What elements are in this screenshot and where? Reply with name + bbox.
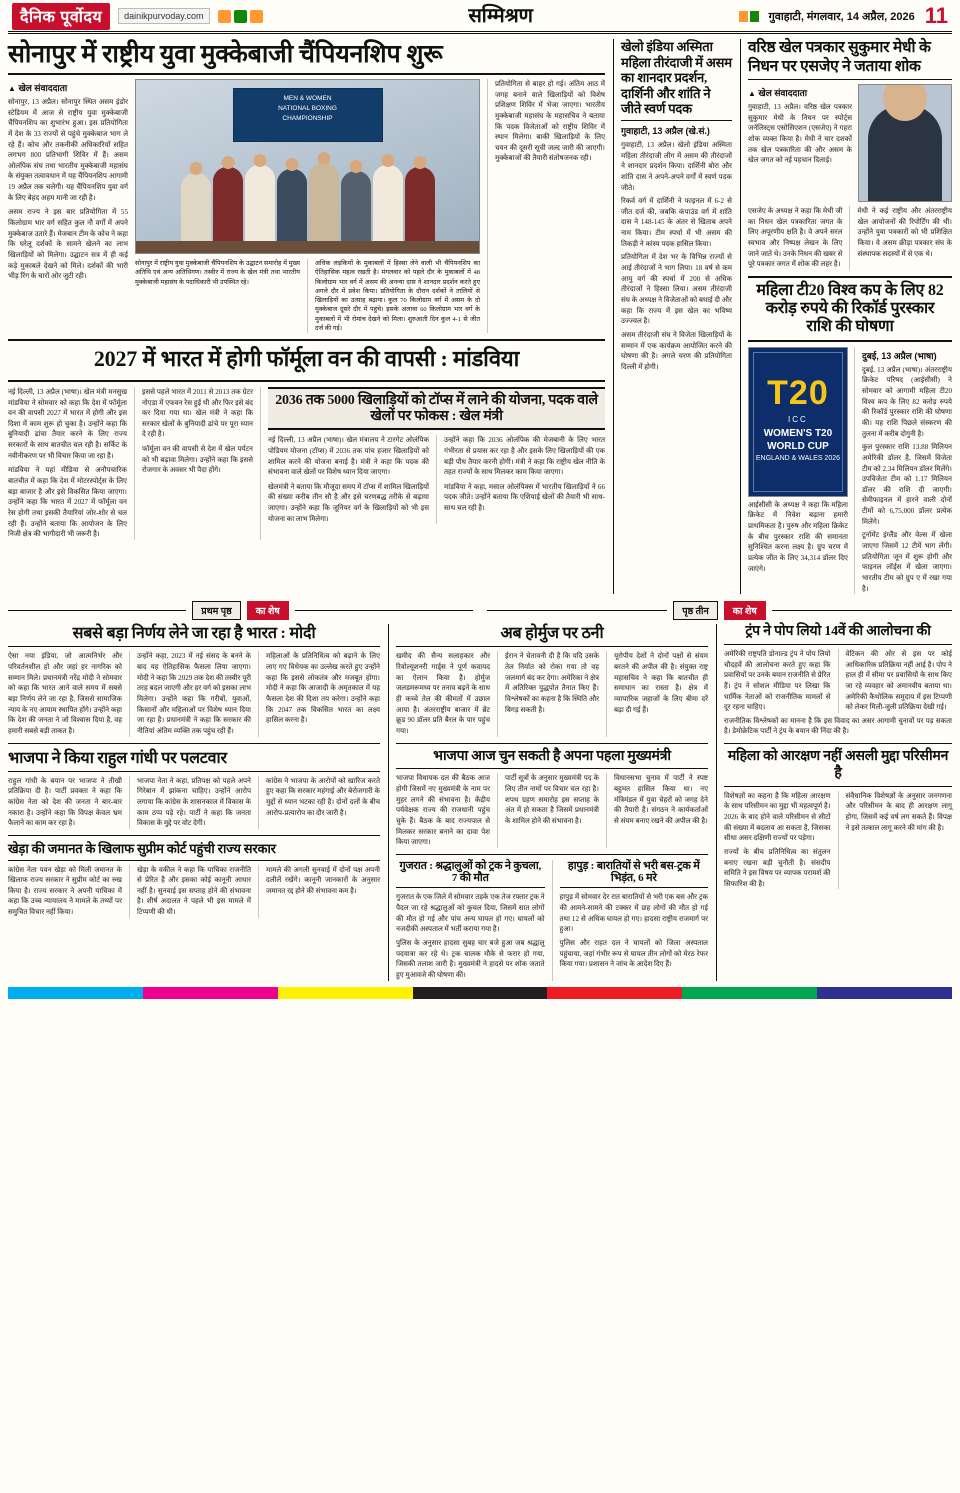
tops-body <box>268 435 605 524</box>
khelo-paragraph-2: रिकर्व वर्ग में दार्शिनी ने फाइनल में 6-2 से जीत दर्ज की, जबकि कंपाउंड वर्ग में शांति दास ने 148-145 के अंतर से खिताब अपने नाम किया। टीम स्पर्धा में भी असम की तिकड़ी ने कांस्य पदक हासिल किया। <box>621 197 732 248</box>
khelo-paragraph-3: प्रतियोगिता में देश भर के विभिन्न राज्यों से आई तीरंदाजों ने भाग लिया। 18 वर्ष से कम आयु वर्ग की स्पर्धा में 200 से अधिक तीरंदाजों ने हिस्सा लिया। असम तीरंदाजी संघ के अध्यक्ष ने विजेताओं को बधाई दी और कहा कि राज्य में इस खेल का भविष्य उज्ज्वल है। <box>621 253 732 326</box>
divider <box>396 854 708 855</box>
obituary-col-2 <box>748 206 843 270</box>
f1-paragraph-1: नई दिल्ली, 13 अप्रैल (भाषा)। खेल मंत्री मनसुख मांडविया ने सोमवार को कहा कि देश में फॉर्मूला वन की वापसी 2027 में भारत में होगी और इस दिशा में काम शुरू हो चुका है। उन्होंने कहा कि बुनियादी ढांचा तैयार करने के लिए राज्य सरकारों के साथ बातचीत चल रही है। सर्किट के नवीनीकरण पर भी विचार किया जा रहा है। <box>8 387 127 460</box>
modi-paragraph-3: महिलाओं के प्रतिनिधित्व को बढ़ाने के लिए लाए गए विधेयक का उल्लेख करते हुए उन्होंने कहा कि इससे लोकतंत्र और मजबूत होगा। मोदी ने कहा कि आजादी के अमृतकाल में यह फैसला देश की दिशा तय करेगा। उन्होंने कहा कि 2047 तक विकसित भारत का लक्ष्य हासिल करना है। <box>266 652 380 725</box>
sports-top-section <box>8 34 952 594</box>
lead-byline <box>8 81 128 94</box>
bar-cyan <box>8 987 143 999</box>
obituary-bottom <box>748 206 952 270</box>
website-url[interactable]: dainikpurvoday.com <box>118 8 209 24</box>
modi-paragraph-1: ऐसा नया इंडिया, जो आत्मनिर्भर और परिवर्तनशील हो और जहां हर नागरिक को सम्मान मिले। प्रधानमंत्री नरेंद्र मोदी ने सोमवार को कहा कि भारत आने वाले समय में सबसे बड़ा निर्णय लेने जा रहा है, जिससे सामाजिक न्याय के नए आयाम स्थापित होंगे। उन्होंने कहा कि देश की जनता ने जो विश्वास दिया है, वह हमारी सबसे बड़ी ताकत है। <box>8 652 122 735</box>
khelo-india-story <box>613 39 732 594</box>
person-figure <box>373 165 403 253</box>
divider <box>8 73 605 75</box>
hormuz-col-3 <box>606 651 708 736</box>
lead-col-4 <box>487 79 605 333</box>
hormuz-paragraph-2: ईरान ने चेतावनी दी है कि यदि उसके तेल निर्यात को रोका गया तो वह जलमार्ग बंद कर देगा। अमेरिका ने क्षेत्र में अतिरिक्त युद्धपोत तैनात किए हैं। विश्लेषकों का कहना है कि स्थिति और बिगड़ सकती है। <box>505 652 599 714</box>
kheda-paragraph-2: खेड़ा के वकील ने कहा कि याचिका राजनीति से प्रेरित है और इसका कोई कानूनी आधार नहीं है। सुनवाई इस सप्ताह होने की संभावना है। शीर्ष अदालत ने पहले भी इस मामले में टिप्पणी की थी। <box>137 865 251 917</box>
jump-bar-left <box>8 601 473 620</box>
reservation-col-1 <box>724 791 831 890</box>
tops-headline: 2036 तक 5000 खिलाड़ियों को टॉप्स में लाने की योजना, पदक वाले खेलों पर फोकस : खेल मंत्री <box>275 392 598 424</box>
wc-badge-col <box>748 347 848 594</box>
flag-saffron-icon <box>739 11 748 22</box>
rule <box>487 610 667 611</box>
reservation-paragraph-3: राज्यों के बीच प्रतिनिधित्व का संतुलन बनाए रखना बड़ी चुनौती है। संसदीय समिति ने इस विषय पर व्यापक परामर्श की सिफारिश की है। <box>724 847 831 888</box>
bjp-rahul-paragraph-3: कांग्रेस ने भाजपा के आरोपों को खारिज करते हुए कहा कि सरकार महंगाई और बेरोजगारी के मुद्दों से ध्यान भटका रही है। दोनों दलों के बीच आरोप-प्रत्यारोप का दौर जारी है। <box>266 776 380 817</box>
lower-middle-block <box>388 624 708 980</box>
f1-col-1 <box>8 387 127 540</box>
decorative-flag-group <box>218 10 263 23</box>
lower-right-block <box>716 624 952 980</box>
kheda-body <box>8 865 380 918</box>
reservation-body <box>724 791 952 890</box>
byline-label: खेल संवाददाता <box>758 88 808 99</box>
icc-label: ICC <box>788 414 808 424</box>
bjp-rahul-paragraph-1: राहुल गांधी के बयान पर भाजपा ने तीखी प्रतिक्रिया दी है। पार्टी प्रवक्ता ने कहा कि कांग्रेस नेता को देश की जनता ने बार-बार नकारा है। उन्होंने कहा कि विपक्ष केवल भ्रम फैलाने का काम कर रहा है। <box>8 776 122 828</box>
modi-headline: सबसे बड़ा निर्णय लेने जा रहा है भारत : मोदी <box>72 625 316 643</box>
bjp-rahul-col-2 <box>129 776 251 829</box>
flag-saffron-icon <box>250 10 263 23</box>
kheda-headline: खेड़ा की जमानत के खिलाफ सुप्रीम कोर्ट पहुंची राज्य सरकार <box>8 840 276 856</box>
jump-label-rest[interactable]: का शेष <box>724 601 766 620</box>
jump-label-rest[interactable]: का शेष <box>247 601 289 620</box>
tops-paragraph-2: खेलमंत्री ने बताया कि मौजूदा समय में टॉप्स में शामिल खिलाड़ियों की संख्या करीब तीन सौ है और इसे चरणबद्ध तरीके से बढ़ाया जाएगा। उन्होंने कहा कि जूनियर वर्ग के खिलाड़ियों को भी इस योजना का लाभ मिलेगा। <box>268 482 429 523</box>
divider <box>396 646 708 647</box>
bjp-cm-paragraph-3: विधानसभा चुनाव में पार्टी ने स्पष्ट बहुमत हासिल किया था। नए मंत्रिमंडल में युवा चेहरों को जगह देने की तैयारी है। संगठन ने कार्यकर्ताओं से संयम बनाए रखने की अपील की है। <box>614 774 708 825</box>
bjp-cm-col-2 <box>497 773 599 847</box>
lower-left-block <box>8 624 380 980</box>
bjp-cm-col-3 <box>606 773 708 847</box>
section-title: सम्मिश्रण <box>468 4 533 27</box>
trump-paragraph-3: राजनीतिक विश्लेषकों का मानना है कि इस विवाद का असर आगामी चुनावों पर पड़ सकता है। डेमोक्रेटिक पार्टी ने ट्रंप के बयान की निंदा की है। <box>724 716 952 736</box>
bottom-color-bar <box>8 987 952 999</box>
divider <box>8 743 380 744</box>
divider <box>8 646 380 647</box>
kheda-col-3 <box>258 865 380 918</box>
lead-caption-row <box>135 257 480 333</box>
obituary-byline <box>748 86 852 99</box>
bjp-cm-paragraph-1: भाजपा विधायक दल की बैठक आज होगी जिसमें नए मुख्यमंत्री के नाम पर मुहर लगने की संभावना है। केंद्रीय पर्यवेक्षक राज्य की राजधानी पहुंच चुके हैं। बैठक के बाद राज्यपाल से मिलकर सरकार बनाने का दावा पेश किया जाएगा। <box>396 774 490 847</box>
bar-yellow <box>278 987 413 999</box>
bjp-cm-col-1 <box>396 773 490 847</box>
khelo-paragraph-4: असम तीरंदाजी संघ ने विजेता खिलाड़ियों के सम्मान में एक कार्यक्रम आयोजित करने की घोषणा की है। अगले चरण की प्रतियोगिता दिल्ली में होगी। <box>621 330 732 371</box>
divider <box>724 644 952 645</box>
lead-paragraph-4: प्रतियोगिता से बाहर हो गई। अंतिम आठ में जगह बनाने वाले खिलाड़ियों को विशेष प्रशिक्षण शिविर में भेजा जाएगा। भारतीय मुक्केबाजी महासंघ के महासचिव ने बताया कि पदक विजेताओं को राष्ट्रीय शिविर में स्थान मिलेगा। बाकी खिलाड़ियों के लिए चयन की दूसरी सूची जल्द जारी की जाएगी। मुक्केबाजों की तैयारी संतोषजनक रही। <box>495 80 605 163</box>
lead-photo <box>135 79 480 254</box>
wc-prize-headline-box <box>748 276 952 342</box>
hormuz-headline: अब होर्मुज पर ठनी <box>500 625 604 643</box>
reservation-paragraph-1: विशेषज्ञों का कहना है कि महिला आरक्षण के साथ परिसीमन का मुद्दा भी महत्वपूर्ण है। 2026 के बाद होने वाले परिसीमन से सीटों की संख्या में बदलाव आ सकता है, जिसका सीधा असर दक्षिणी राज्यों पर पड़ेगा। <box>724 791 831 843</box>
modi-paragraph-2: उन्होंने कहा, 2023 में नई संसद के बनने के बाद यह ऐतिहासिक फैसला लिया जाएगा। मोदी ने कहा कि 2029 तक देश की तस्वीर पूरी तरह बदल जाएगी और हर वर्ग को इसका लाभ मिलेगा। उन्होंने कहा कि गरीबों, युवाओं, किसानों और महिलाओं पर विशेष ध्यान दिया जा रहा है। प्रधानमंत्री ने कहा कि सरकार की नीतियां अंतिम व्यक्ति तक पहुंच रही हैं। <box>137 652 251 735</box>
publication-logo[interactable]: दैनिक पूर्वोदय <box>12 3 110 30</box>
tournament-title: WOMEN'S T20 WORLD CUP <box>763 427 833 452</box>
hapur-brief <box>552 860 709 981</box>
jump-bar-row <box>8 594 952 624</box>
kheda-col-2 <box>129 865 251 918</box>
masthead-left <box>12 3 263 30</box>
f1-body <box>8 387 605 540</box>
reservation-col-2 <box>838 791 953 890</box>
divider <box>560 887 709 888</box>
f1-col-2 <box>134 387 253 540</box>
hormuz-paragraph-1: खमीद की सैन्य सलाहकार और रिवोल्यूशनरी गार्ड्स ने पूर्ण कवायद का ऐलान किया है। होर्मुज जलडमरूमध्य पर तनाव बढ़ने के साथ ही कच्चे तेल की कीमतों में उछाल आया है। अंतरराष्ट्रीय बाजार में ब्रेंट क्रूड 90 डॉलर प्रति बैरल के पार पहुंच गया। <box>396 652 490 735</box>
wc-text-col <box>854 347 952 594</box>
wc-prize-headline: महिला टी20 विश्व कप के लिए 82 करोड़ रुपये की रिकॉर्ड पुरस्कार राशि की घोषणा <box>756 282 944 335</box>
wc-prize-body <box>748 347 952 594</box>
accident-briefs <box>396 860 708 981</box>
f1-headline-box <box>8 339 605 382</box>
trump-col-1 <box>724 649 831 713</box>
lead-paragraph-3: अधिक लड़कियों के मुकाबलों में हिस्सा लेने वाली भी चैंपियनशिप का ऐतिहासिक महत्व रखती है। मंगलवार को पहले दौर के मुकाबलों में 48 किलोग्राम भार वर्ग में असम की अनन्या दास ने शानदार प्रदर्शन करते हुए अगले दौर में प्रवेश किया। प्रतियोगिता के दौरान दर्शकों ने तालियों से खिलाड़ियों का उत्साह बढ़ाया। कुल 70 किलोग्राम वर्ग में असम के दो मुक्केबाज दूसरे दौर में पहुंचे। इसके अलावा 60 किलोग्राम भार वर्ग के मुकाबलों में भी रोमांच देखने को मिला। शुरुआती दिन कुल 4-1 से जीत दर्ज की गई। <box>307 259 480 333</box>
divider <box>724 743 952 744</box>
kheda-paragraph-3: मामले की अगली सुनवाई में दोनों पक्ष अपनी दलीलें रखेंगे। कानूनी जानकारों के अनुसार जमानत रद्द होने की संभावना कम है। <box>266 865 380 895</box>
divider <box>8 835 380 836</box>
wc-paragraph-3: आईसीसी के अध्यक्ष ने कहा कि महिला क्रिकेट में निवेश बढ़ाना हमारी प्राथमिकता है। पुरुष और महिला क्रिकेट के बीच पुरस्कार राशि की समानता सुनिश्चित करना लक्ष्य है। ग्रुप चरण में प्रत्येक जीत के लिए 34,314 डॉलर दिए जाएंगे। <box>747 500 848 573</box>
obituary-col-3 <box>849 206 952 270</box>
obituary-paragraph-2: एसजेए के अध्यक्ष ने कहा कि मेधी जी का निधन खेल पत्रकारिता जगत के लिए अपूरणीय क्षति है। वे अपने सरल स्वभाव और निष्पक्ष लेखन के लिए जाने जाते थे। उनके निधन की खबर से पूरे पत्रकार जगत में शोक की लहर है। <box>747 207 843 269</box>
lead-paragraph-2: असम राज्य ने इस बार प्रतियोगिता में 55 किलोग्राम भार वर्ग सहित कुल नौ वर्गों में अपने मुक्केबाज उतारे हैं। मेजबान टीम के कोच ने कहा कि घरेलू दर्शकों के सामने खेलने का लाभ खिलाड़ियों को मिलेगा। उद्घाटन सत्र में ही कई कड़े मुकाबले देखने को मिले। दर्शकों की भारी भीड़ रिंग के चारों ओर जुटी रही। <box>8 208 128 281</box>
flag-green-icon <box>750 11 759 22</box>
obituary-top <box>748 84 952 202</box>
trump-pope-body <box>724 649 952 713</box>
trump-col-2 <box>838 649 953 713</box>
obituary-portrait-photo <box>858 84 952 202</box>
tops-col-2 <box>436 435 605 524</box>
wc-dateline: दुबई, 13 अप्रैल (भाषा) <box>861 350 937 361</box>
kheda-paragraph-1: कांग्रेस नेता पवन खेड़ा को मिली जमानत के खिलाफ राज्य सरकार ने सुप्रीम कोर्ट का रुख किया है। राज्य सरकार ने अपनी याचिका में कहा कि उच्च न्यायालय ने मामले के तथ्यों पर समुचित विचार नहीं किया। <box>8 865 122 917</box>
reservation-headline: महिला को आरक्षण नहीं असली मुद्दा परिसीमन है <box>727 749 949 781</box>
modi-col-1 <box>8 651 122 736</box>
triangle-icon: ▲ <box>8 84 16 93</box>
divider <box>748 79 952 80</box>
trump-paragraph-1: अमेरिकी राष्ट्रपति डोनाल्ड ट्रंप ने पोप लियो चौदहवें की आलोचना करते हुए कहा कि प्रवासियों पर उनके बयान राजनीति से प्रेरित हैं। ट्रंप ने सोशल मीडिया पर लिखा कि धार्मिक नेताओं को राजनीतिक मामलों से दूर रहना चाहिए। <box>724 650 831 712</box>
jump-label-page[interactable]: प्रथम पृष्ठ <box>192 601 241 620</box>
photo-caption: सोनापुर में राष्ट्रीय युवा मुक्केबाजी चैंपियनशिप के उद्घाटन समारोह में मुख्य अतिथि एवं अन्य अतिथिगण। तस्वीर में राज्य के खेल मंत्री तथा भारतीय मुक्केबाजी महासंघ के पदाधिकारी भी उपस्थित रहे। <box>135 260 300 286</box>
f1-paragraph-4: फॉर्मूला वन की वापसी से देश में खेल पर्यटन को भी बढ़ावा मिलेगा। उन्होंने कहा कि इससे रोजगार के अवसर भी पैदा होंगे। <box>142 445 253 475</box>
tops-headline-box <box>268 387 605 430</box>
divider <box>724 786 952 787</box>
edition-dateline: गुवाहाटी, मंगलवार, 14 अप्रैल, 2026 <box>768 10 915 23</box>
gujarat-paragraph-1: गुजरात के एक जिले में सोमवार तड़के एक तेज रफ्तार ट्रक ने पैदल जा रहे श्रद्धालुओं को कुचल दिया, जिसमें सात लोगों की मौत हो गई और पांच अन्य घायल हो गए। घायलों को नजदीकी अस्पताल में भर्ती कराया गया है। <box>396 893 545 934</box>
gujarat-headline: गुजरात : श्रद्धालुओं को ट्रक ने कुचला, 7 की मौत <box>399 859 542 885</box>
tops-paragraph-4: मांडविया ने कहा, मसाल ओलंपिक्स में भारतीय खिलाड़ियों ने 66 पदक जीते। उन्होंने बताया कि एशियाई खेलों की तैयारी भी साथ-साथ चल रही है। <box>444 482 605 513</box>
obituary-paragraph-1: गुवाहाटी, 13 अप्रैल। वरिष्ठ खेल पत्रकार सुकुमार मेधी के निधन पर स्पोर्ट्स जर्नलिस्ट्स एसोसिएशन (एसजेए) ने गहरा शोक व्यक्त किया है। मेधी ने चार दशकों तक खेल पत्रकारिता की और असम के खेल जगत को नई पहचान दिलाई। <box>747 103 852 165</box>
bjp-rahul-col-1 <box>8 776 122 829</box>
person-figure <box>245 165 275 253</box>
page-number: 11 <box>924 3 948 28</box>
tops-col-1 <box>268 435 429 524</box>
lead-paragraph-1: सोनापुर, 13 अप्रैल। सोनापुर स्थित असम इंडोर स्टेडियम में आज से राष्ट्रीय युवा मुक्केबाजी चैंपियनशिप का शुभारंभ हुआ। इस प्रतियोगिता में देश के 33 राज्यों से पहुंचे मुक्केबाज भाग ले रहे हैं। कोच और तकनीकी अधिकारियों सहित लगभग 800 प्रतिभागी शिविर में हैं। असम ओलंपिक संघ तथा भारतीय मुक्केबाजी महासंघ के संयुक्त तत्वावधान में यह चैंपियनशिप आगामी 19 अप्रैल तक चलेगी। यह चैंपियनशिप युवा वर्ग के लिए बेहद अहम मानी जा रही है। <box>8 98 128 202</box>
flag-green-icon <box>234 10 247 23</box>
lead-col-1 <box>8 79 128 333</box>
bjp-rahul-col-3 <box>258 776 380 829</box>
photo-subjects <box>136 157 479 253</box>
triangle-icon: ▲ <box>747 89 756 99</box>
rule <box>295 610 473 611</box>
divider <box>396 743 708 744</box>
wc-paragraph-4: टूर्नामेंट इंग्लैंड और वेल्स में खेला जाएगा जिसमें 12 टीमें भाग लेंगी। प्रतियोगिता जून में शुरू होगी और फाइनल लॉर्ड्स में खेला जाएगा। भारतीय टीम को ग्रुप ए में रखा गया है। <box>861 531 952 593</box>
obituary-headline: वरिष्ठ खेल पत्रकार सुकुमार मेधी के निधन पर एसजेए ने जताया शोक <box>747 39 931 75</box>
kheda-col-1 <box>8 865 122 918</box>
lead-story-block <box>8 39 605 594</box>
f1-paragraph-2: मांडविया ने यहां मीडिया से अनौपचारिक बातचीत में कहा कि देश में मोटरस्पोर्ट्स के लिए बड़ा बाजार है और इसे विकसित किया जाएगा। उन्होंने कहा कि भारत में 2027 में फॉर्मूला वन रेस होगी तथा इसकी तैयारियां जोर-शोर से चल रही हैं। उन्होंने बताया कि आयोजन के लिए निजी क्षेत्र की भागीदारी भी जरूरी है। <box>8 466 127 539</box>
jump-label-page[interactable]: पृष्ठ तीन <box>673 601 718 620</box>
bar-green <box>682 987 817 999</box>
bjp-cm-paragraph-2: पार्टी सूत्रों के अनुसार मुख्यमंत्री पद के लिए तीन नामों पर विचार चल रहा है। शपथ ग्रहण समारोह इस सप्ताह के अंत में हो सकता है जिसमें प्रधानमंत्री के शामिल होने की संभावना है। <box>505 774 599 825</box>
bar-magenta <box>143 987 278 999</box>
obituary-col-1 <box>748 84 852 202</box>
lead-body-wrap <box>8 79 605 333</box>
photo-floor <box>136 241 479 253</box>
tops-story <box>260 387 605 540</box>
bjp-rahul-body <box>8 776 380 829</box>
divider <box>396 887 545 888</box>
tops-paragraph-3: उन्होंने कहा कि 2036 ओलंपिक की मेजबानी के लिए भारत गंभीरता से प्रयास कर रहा है और इसके लिए खिलाड़ियों की एक बड़ी पौध तैयार करनी होगी। मंत्री ने कहा कि राष्ट्रीय खेल नीति के तहत राज्यों के साथ मिलकर काम किया जाएगा। <box>444 436 605 477</box>
divider <box>396 768 708 769</box>
bjp-rahul-paragraph-2: भाजपा नेता ने कहा, प्रतिपक्ष को पहले अपने गिरेबान में झांकना चाहिए। उन्होंने आरोप लगाया कि कांग्रेस के शासनकाल में विकास के काम ठप्प पड़े रहे। पार्टी ने कहा कि जनता विकास के मुद्दे पर वोट देगी। <box>137 776 251 828</box>
bjp-cm-body <box>396 773 708 847</box>
divider <box>621 120 732 121</box>
rule <box>8 610 186 611</box>
jump-bar-right <box>487 601 952 620</box>
hormuz-body <box>396 651 708 736</box>
world-cup-logo <box>748 347 848 497</box>
byline-label: खेल संवाददाता <box>18 83 68 93</box>
masthead-right <box>739 3 948 29</box>
tournament-year: ENGLAND & WALES 2026 <box>755 454 841 462</box>
modi-body <box>8 651 380 736</box>
portrait-figure <box>868 105 942 201</box>
trump-pope-headline: ट्रंप ने पोप लियो 14वें की आलोचना की <box>745 624 931 640</box>
person-figure <box>309 163 339 253</box>
right-rail <box>740 39 952 594</box>
khelo-paragraph-1: गुवाहाटी, 13 अप्रैल। खेलो इंडिया अस्मिता महिला तीरंदाजी लीग में असम की तीरंदाजों ने शानदार प्रदर्शन किया। दार्शिनी बोरा और शांति दास ने अपने-अपने वर्गों में स्वर्ण पदक जीते। <box>621 140 732 192</box>
lead-headline: सोनापुर में राष्ट्रीय युवा मुक्केबाजी चैंपियनशिप शुरू <box>8 41 443 68</box>
obituary-paragraph-3: मेधी ने कई राष्ट्रीय और अंतरराष्ट्रीय खेल आयोजनों की रिपोर्टिंग की थी। उन्होंने युवा पत्रकारों को भी प्रशिक्षित किया। वे असम क्रीड़ा पत्रकार संघ के संस्थापक सदस्यों में से एक थे। <box>857 207 952 258</box>
bar-blue <box>817 987 952 999</box>
decorative-flag-strip <box>739 11 759 22</box>
f1-paragraph-3: इससे पहले भारत में 2011 से 2013 तक ग्रेटर नोएडा में एफवन रेस हुई थी और फिर इसे बंद कर दिया गया था। खेल मंत्री ने कहा कि सरकार खेलों के बुनियादी ढांचे पर पूरा ध्यान दे रही है। <box>142 387 253 439</box>
wc-paragraph-1: दुबई, 13 अप्रैल (भाषा)। अंतरराष्ट्रीय क्रिकेट परिषद (आईसीसी) ने सोमवार को आगामी महिला टी20 विश्व कप के लिए 82 करोड़ रुपये की रिकॉर्ड पुरस्कार राशि की घोषणा की। यह राशि पिछले संस्करण की तुलना में करीब दोगुनी है। <box>861 365 952 438</box>
f1-headline: 2027 में भारत में होगी फॉर्मूला वन की वापसी : मांडविया <box>93 346 520 372</box>
rule <box>772 610 952 611</box>
event-banner: MEN & WOMEN NATIONAL BOXING CHAMPIONSHIP <box>233 88 383 142</box>
divider <box>8 860 380 861</box>
hormuz-paragraph-3: यूरोपीय देशों ने दोनों पक्षों से संयम बरतने की अपील की है। संयुक्त राष्ट्र महासचिव ने कहा कि बातचीत ही समाधान का रास्ता है। क्षेत्र में व्यापारिक जहाजों के लिए बीमा दरें बढ़ा दी गई हैं। <box>614 652 708 714</box>
khelo-india-headline: खेलो इंडिया अस्मिता महिला तीरंदाजी में असम का शानदार प्रदर्शन, दार्शिनी और शांति ने जीते स्वर्ण पदक <box>621 39 732 117</box>
hormuz-col-2 <box>497 651 599 736</box>
wc-paragraph-2: कुल पुरस्कार राशि 13.88 मिलियन अमेरिकी डॉलर है, जिसमें विजेता टीम को 2.34 मिलियन डॉलर मिलेंगे। उपविजेता टीम को 1.17 मिलियन डॉलर की राशि दी जाएगी। सेमीफाइनल में हारने वाली दोनों टीमों को 6,75,000 डॉलर प्रत्येक मिलेंगे। <box>861 443 952 526</box>
hapur-paragraph-1: हापुड़ में सोमवार देर रात बारातियों से भरी एक बस और ट्रक की आमने-सामने की टक्कर में छह लोगों की मौत हो गई तथा 12 से अधिक घायल हो गए। हादसा राष्ट्रीय राजमार्ग पर हुआ। <box>559 893 708 934</box>
gujarat-paragraph-2: पुलिस के अनुसार हादसा सुबह चार बजे हुआ जब श्रद्धालु पदयात्रा कर रहे थे। ट्रक चालक मौके से फरार हो गया, जिसकी तलाश जारी है। मुख्यमंत्री ने हादसे पर शोक जताते हुए मुआवजे की घोषणा की। <box>396 938 545 979</box>
gujarat-brief <box>396 860 545 981</box>
tops-paragraph-1: नई दिल्ली, 13 अप्रैल (भाषा)। खेल मंत्रालय ने टारगेट ओलंपिक पोडियम योजना (टॉप्स) में 2036 तक पांच हजार खिलाड़ियों को शामिल करने की योजना बनाई है। मंत्री ने कहा कि पदक की संभावना वाले खेलों पर विशेष ध्यान दिया जाएगा। <box>268 436 429 477</box>
hapur-paragraph-2: पुलिस और राहत दल ने घायलों को जिला अस्पताल पहुंचाया, जहां गंभीर रूप से घायल तीन लोगों को मेरठ रेफर किया गया। प्रशासन ने जांच के आदेश दिए हैं। <box>559 938 708 969</box>
modi-col-2 <box>129 651 251 736</box>
flag-saffron-icon <box>218 10 231 23</box>
modi-col-3 <box>258 651 380 736</box>
bjp-cm-headline: भाजपा आज चुन सकती है अपना पहला मुख्यमंत्री <box>433 748 671 764</box>
t20-label: T20 <box>767 373 829 412</box>
hapur-headline: हापुड़ : बारातियों से भरी बस-ट्रक में भिड़ंत, 6 मरे <box>567 859 700 885</box>
masthead <box>8 0 952 34</box>
khelo-india-dateline: गुवाहाटी, 13 अप्रैल (खे.सं.) <box>621 125 710 136</box>
bar-black <box>413 987 548 999</box>
bjp-rahul-headline: भाजपा ने किया राहुल गांधी पर पलटवार <box>8 749 227 767</box>
reservation-paragraph-2: संवैधानिक विशेषज्ञों के अनुसार जनगणना और परिसीमन के बाद ही आरक्षण लागू होगा, जिसमें कई वर्ष लग सकते हैं। विपक्ष ने इसे तत्काल लागू करने की मांग की है। <box>845 791 952 832</box>
obituary-photo-col <box>858 84 952 202</box>
bar-red <box>547 987 682 999</box>
divider <box>8 771 380 772</box>
hormuz-col-1 <box>396 651 490 736</box>
lead-photo-col <box>135 79 480 333</box>
trump-paragraph-2: वेटिकन की ओर से इस पर कोई आधिकारिक प्रतिक्रिया नहीं आई है। पोप ने हाल ही में सीमा पर प्रवासियों के साथ किए जा रहे व्यवहार को अमानवीय बताया था। अमेरिकी कैथोलिक समुदाय में इस टिप्पणी को लेकर मिली-जुली प्रतिक्रिया देखी गई। <box>845 650 952 712</box>
lower-section <box>8 624 952 980</box>
